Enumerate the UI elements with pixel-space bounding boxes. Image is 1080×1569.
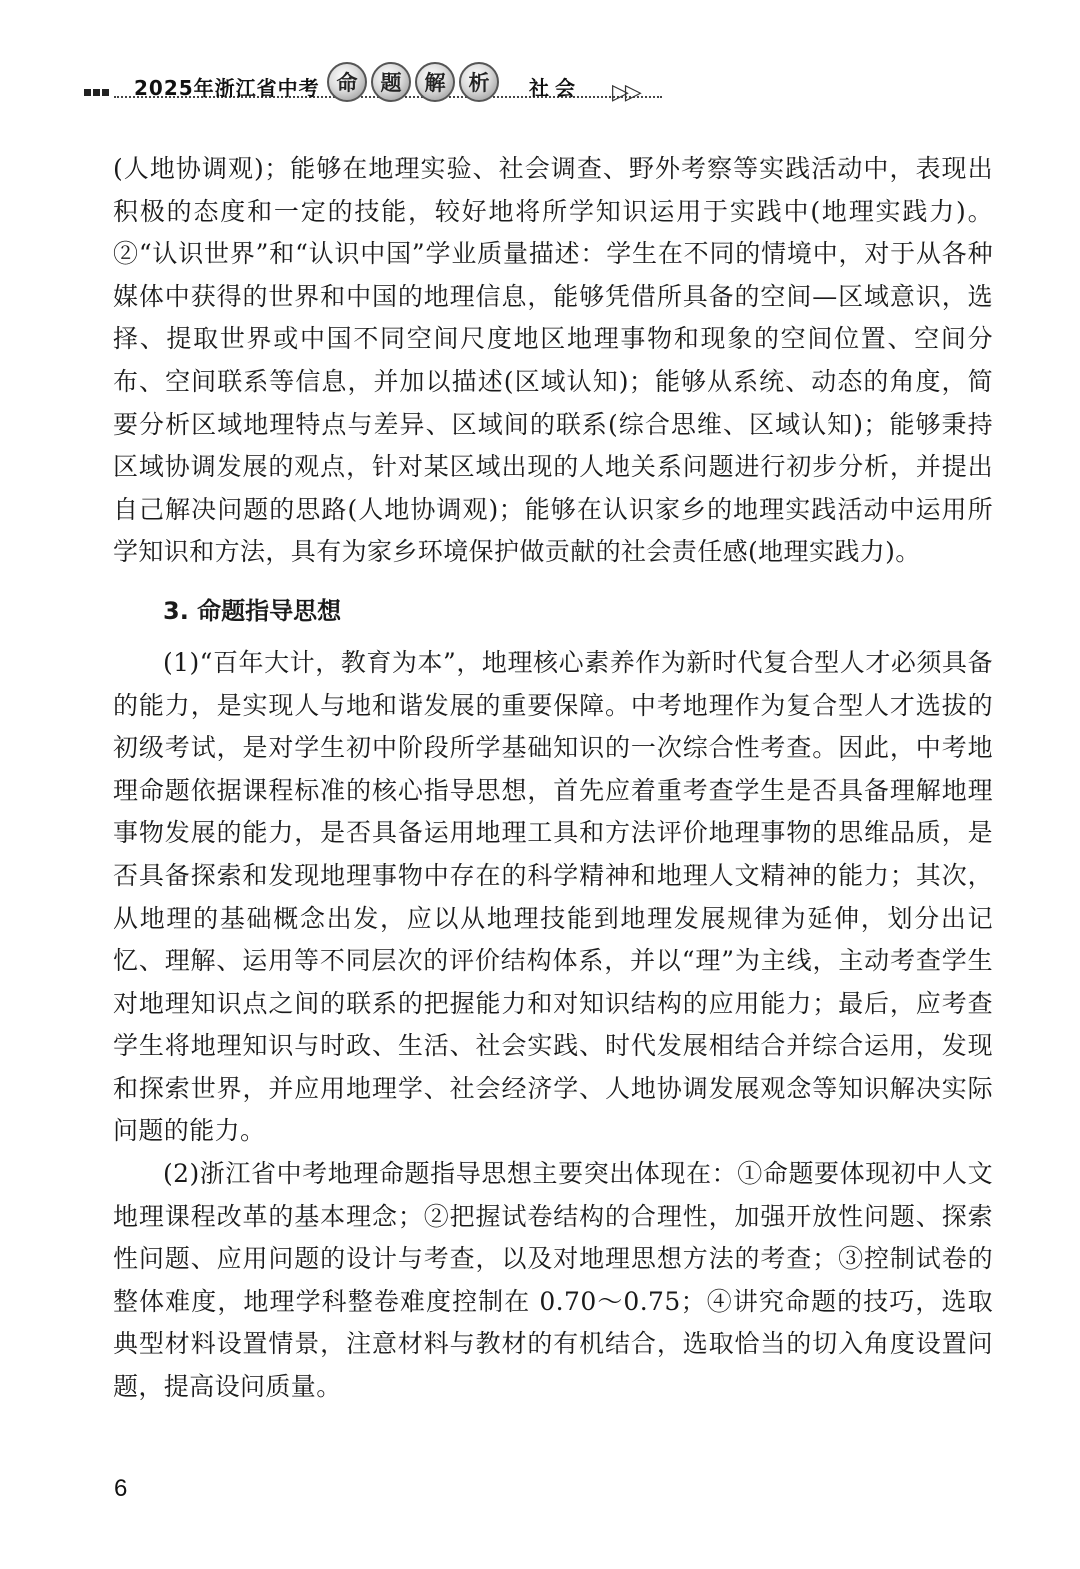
header-circle-badge: 解 <box>415 62 455 102</box>
header-book-title: 2025年浙江省中考 <box>134 76 320 100</box>
header-circle-badge: 题 <box>371 62 411 102</box>
header-circle-badge: 命 <box>327 62 367 102</box>
paragraph-continued: (人地协调观)；能够在地理实验、社会调查、野外考察等实践活动中，表现出积极的态度和一定的技能，较好地将所学知识运用于实践中(地理实践力)。②“认识世界”和“认识中国”学业质量描述：学生在不同的情境中，对于从各种媒体中获得的世界和中国的地理信息，能够凭借所具备的空间—区域意识，选择、提取世界或中国不同空间尺度地区地理事物和现象的空间位置、空间分布、空间联系等信息，并加以描述(区域认知)；能够从系统、动态的角度，简要分析区域地理特点与差异、区域间的联系(综合思维、区域认知)；能够秉持区域协调发展的观点，针对某区域出现的人地关系问题进行初步分析，并提出自己解决问题的思路(人地协调观)；能够在认识家乡的地理实践活动中运用所学知识和方法，具有为家乡环境保护做贡献的社会责任感(地理实践力)。 <box>113 154 993 567</box>
paragraph: (2)浙江省中考地理命题指导思想主要突出体现在：①命题要体现初中人文地理课程改革的基本理念；②把握试卷结构的合理性，加强开放性问题、探索性问题、应用问题的设计与考查，以及对地理思想方法的考查；③控制试卷的整体难度，地理学科整卷难度控制在 0.70～0.75；④讲究命题的技巧，选取典型材料设置情景，注意材料与教材的有机结合，选取恰当的切入角度设置问题，提高设问质量。 <box>113 1159 993 1402</box>
page-number: 6 <box>114 1475 128 1502</box>
header-circle-badge: 析 <box>459 62 499 102</box>
header-arrow-icon: ▷▷ <box>612 80 638 105</box>
header-subject: 社会 <box>529 76 581 100</box>
header-circle-badges <box>327 62 499 102</box>
header-square-ornament <box>84 89 109 96</box>
running-header <box>84 62 684 112</box>
body-text <box>113 148 993 1409</box>
paragraph: (1)“百年大计，教育为本”，地理核心素养作为新时代复合型人才必须具备的能力，是实现人与地和谐发展的重要保障。中考地理作为复合型人才选拔的初级考试，是对学生初中阶段所学基础知识的一次综合性考查。因此，中考地理命题依据课程标准的核心指导思想，首先应着重考查学生是否具备理解地理事物发展的能力，是否具备运用地理工具和方法评价地理事物的思维品质，是否具备探索和发现地理事物中存在的科学精神和地理人文精神的能力；其次，从地理的基础概念出发，应以从地理技能到地理发展规律为延伸，划分出记忆、理解、运用等不同层次的评价结构体系，并以“理”为主线，主动考查学生对地理知识点之间的联系的把握能力和对知识结构的应用能力；最后，应考查学生将地理知识与时政、生活、社会实践、时代发展相结合并综合运用，发现和探索世界，并应用地理学、社会经济学、人地协调发展观念等知识解决实际问题的能力。 <box>113 647 993 1146</box>
section-heading: 3. 命题指导思想 <box>163 596 342 625</box>
